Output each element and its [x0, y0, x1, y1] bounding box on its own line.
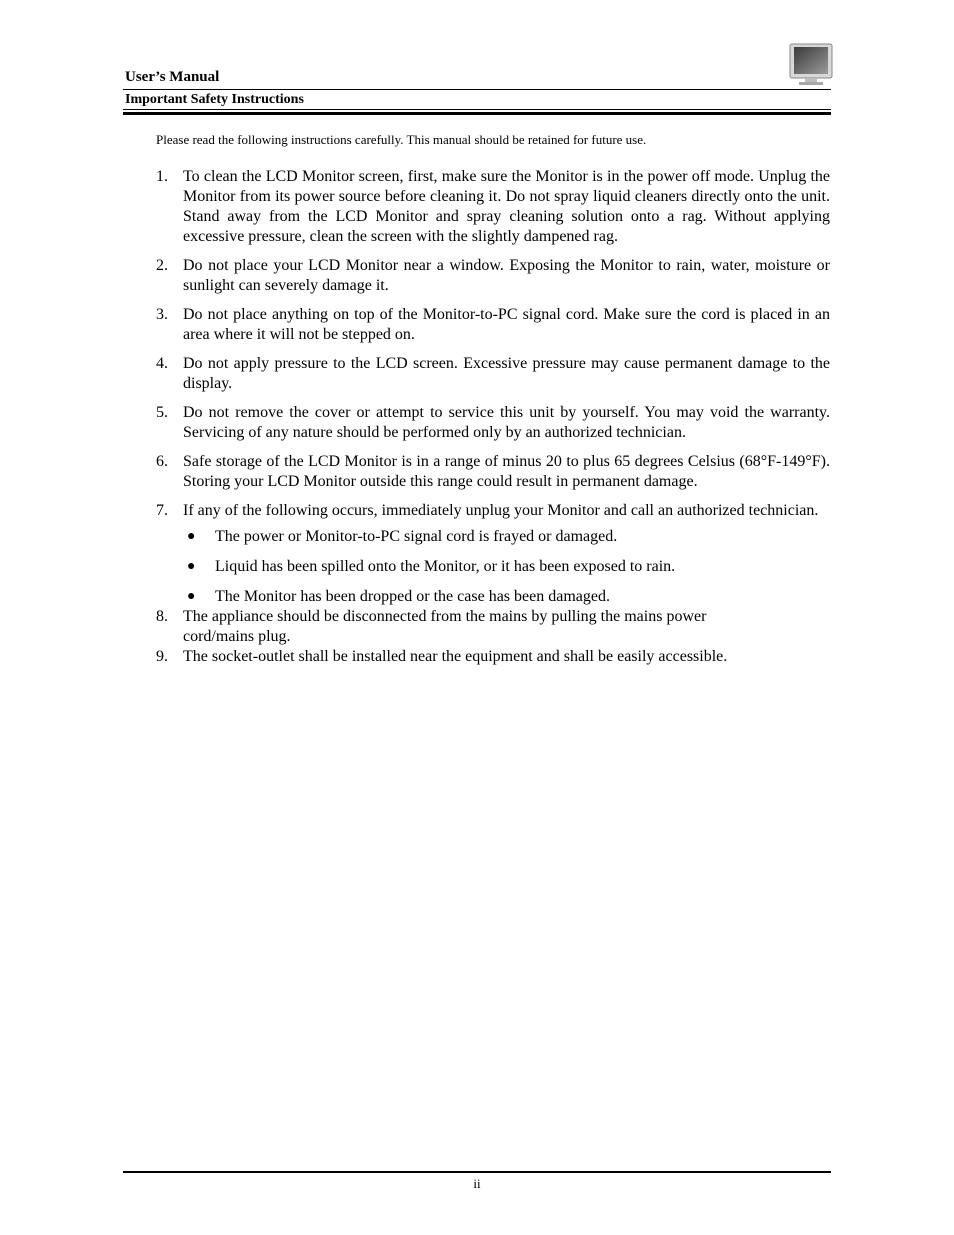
- section-title: Important Safety Instructions: [125, 92, 304, 107]
- item-number: 5.: [156, 404, 168, 421]
- header-rule-thin: [123, 109, 831, 110]
- item-text: Do not place anything on top of the Monitor-to-PC signal cord. Make sure the cord is placed in an area where it will not be stepped on.: [183, 306, 830, 343]
- bullet-item: [183, 587, 830, 607]
- item-text: Safe storage of the LCD Monitor is in a range of minus 20 to plus 65 degrees Celsius (68°F-149°F). Storing your LCD Monitor outside this range could result in permanent damage.: [183, 453, 830, 490]
- item-text: To clean the LCD Monitor screen, first, make sure the Monitor is in the power off mode. Unplug the Monitor from its power source before cleaning it. Do not spray liquid cleaners directly onto the unit. Stand away from the LCD Monitor and spray cleaning solution onto a rag. Without applying excessive pressure, clean the screen with the slightly dampened rag.: [183, 168, 830, 245]
- bullet-icon: ●: [187, 559, 196, 574]
- bullet-item: [183, 527, 830, 547]
- footer-rule: [123, 1171, 831, 1173]
- list-item: [150, 501, 830, 607]
- list-item: [150, 305, 830, 345]
- bullet-icon: ●: [187, 589, 196, 604]
- item-number: 6.: [156, 453, 168, 470]
- instruction-list: [150, 167, 830, 667]
- bullet-list: [183, 527, 830, 607]
- item-number: 8.: [156, 608, 168, 625]
- bullet-text: Liquid has been spilled onto the Monitor, or it has been exposed to rain.: [215, 558, 676, 575]
- bullet-text: The Monitor has been dropped or the case has been damaged.: [215, 588, 610, 605]
- item-text: Do not remove the cover or attempt to service this unit by yourself. You may void the warranty. Servicing of any nature should be performed only by an authorized technician.: [183, 404, 830, 441]
- list-item: [150, 256, 830, 296]
- monitor-icon: [788, 42, 834, 86]
- item-text: Do not apply pressure to the LCD screen. Excessive pressure may cause permanent damage to the display.: [183, 355, 830, 392]
- item-text: If any of the following occurs, immediately unplug your Monitor and call an authorized technician.: [183, 502, 819, 519]
- header-rule-thick: [123, 112, 831, 115]
- item-number: 4.: [156, 355, 168, 372]
- item-text: The appliance should be disconnected from the mains by pulling the mains power cord/mains plug.: [183, 608, 707, 645]
- item-text: Do not place your LCD Monitor near a window. Exposing the Monitor to rain, water, moisture or sunlight can severely damage it.: [183, 257, 830, 294]
- item-text: The socket-outlet shall be installed near the equipment and shall be easily accessible.: [183, 648, 728, 665]
- header-rule-top: [123, 89, 831, 90]
- bullet-text: The power or Monitor-to-PC signal cord is frayed or damaged.: [215, 528, 618, 545]
- item-number: 1.: [156, 168, 168, 185]
- bullet-icon: ●: [187, 529, 196, 544]
- intro-text: Please read the following instructions carefully. This manual should be retained for future use.: [156, 132, 647, 147]
- manual-title: User’s Manual: [125, 69, 220, 85]
- list-item: [150, 354, 830, 394]
- bullet-item: [183, 557, 830, 577]
- item-number: 3.: [156, 306, 168, 323]
- list-item: [150, 167, 830, 247]
- list-item: [150, 647, 830, 667]
- list-item: [150, 607, 770, 647]
- item-number: 7.: [156, 502, 168, 519]
- item-number: 2.: [156, 257, 168, 274]
- list-item: [150, 403, 830, 443]
- item-number: 9.: [156, 648, 168, 665]
- list-item: [150, 452, 830, 492]
- page-number: ii: [473, 1176, 481, 1191]
